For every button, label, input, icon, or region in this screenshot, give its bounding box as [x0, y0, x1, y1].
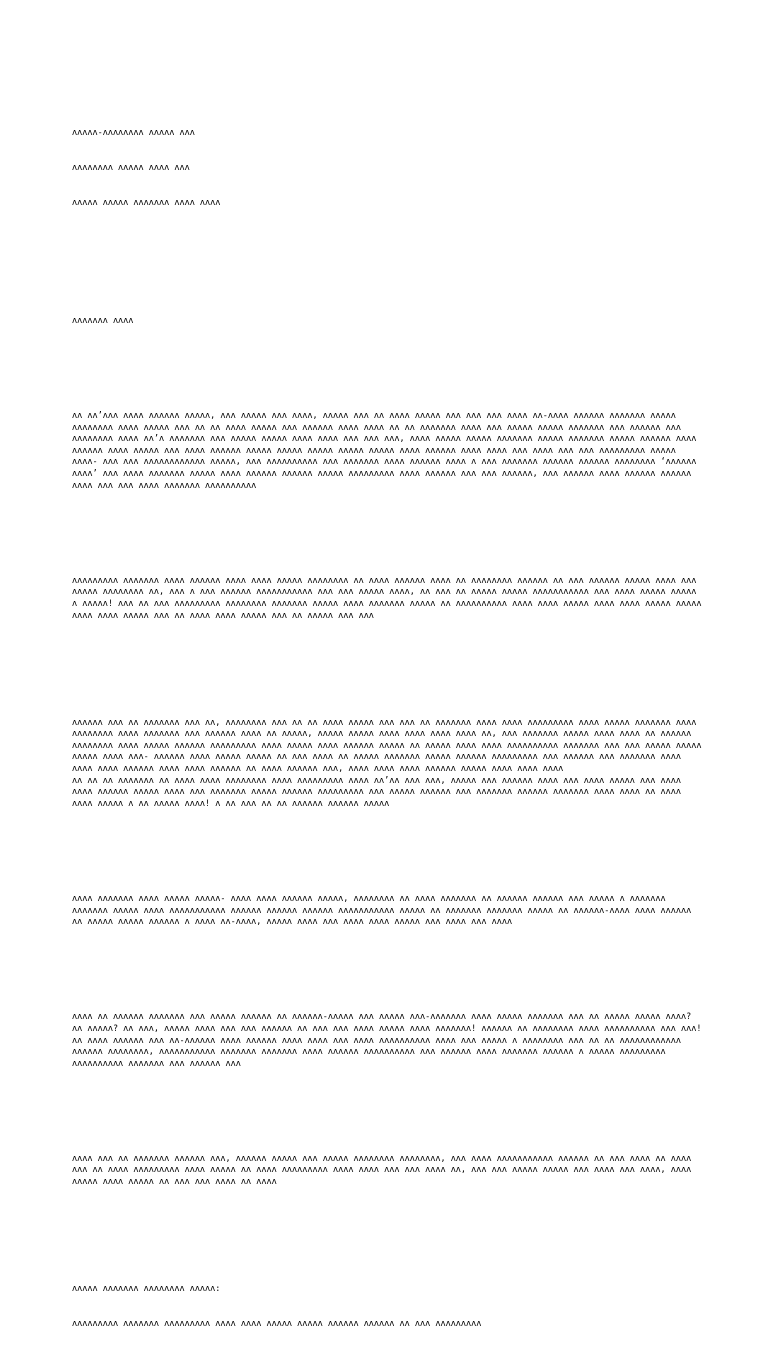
paragraph-3: ʌʌʌʌʌʌ ʌʌʌ ʌʌ ʌʌʌʌʌʌʌ ʌʌʌ ʌʌ, ʌʌʌʌʌʌʌʌ ʌʌʌ ʌʌ ʌʌ ʌʌʌʌ ʌʌʌʌʌ ʌʌʌ ʌʌʌ ʌʌ ʌʌʌʌʌʌʌ ʌʌʌʌ ʌʌʌʌ ʌʌʌʌʌʌʌʌʌ ʌʌʌʌ ʌʌʌʌʌ ʌʌʌʌʌʌʌ ʌʌʌʌ ʌʌʌʌʌʌʌʌ ʌʌʌʌ ʌʌʌʌʌʌʌ ʌʌʌ ʌʌʌʌʌʌ ʌʌʌʌ ʌʌ ʌʌʌʌʌ, ʌʌʌʌʌ ʌʌʌʌʌ ʌʌʌʌ ʌʌʌʌ ʌʌʌʌ ʌʌʌʌ ʌʌ, ʌʌʌ ʌʌʌʌʌʌʌ ʌʌʌʌʌ ʌʌʌʌ ʌʌʌʌ ʌʌ ʌʌʌʌʌʌ ʌʌʌʌʌʌʌʌ ʌʌʌʌ ʌʌʌʌʌ ʌʌʌʌʌʌ ʌʌʌʌʌʌʌʌʌ ʌʌʌʌ ʌʌʌʌʌ ʌʌʌʌ ʌʌʌʌʌʌ ʌʌʌʌʌ ʌʌ ʌʌʌʌʌ ʌʌʌʌ ʌʌʌʌ ʌʌʌʌʌʌʌʌʌʌ ʌʌʌʌʌʌʌ ʌʌʌ ʌʌʌ ʌʌʌʌʌ ʌʌʌʌʌ ʌʌʌʌʌ ʌʌʌʌ ʌʌʌ- ʌʌʌʌʌʌ ʌʌʌʌ ʌʌʌʌʌ ʌʌʌʌʌ ʌʌ ʌʌʌ ʌʌʌʌ ʌʌ ʌʌʌʌʌ ʌʌʌʌʌʌʌ ʌʌʌʌʌ ʌʌʌʌʌʌ ʌʌʌʌʌʌʌʌʌ ʌʌʌ ʌʌʌʌʌʌ ʌʌʌ ʌʌʌʌʌʌʌ ʌʌʌʌ ʌʌʌʌ ʌʌʌʌ ʌʌʌʌʌʌ ʌʌʌʌ ʌʌʌʌ ʌʌʌʌʌʌ ʌʌ ʌʌʌʌ ʌʌʌʌʌʌ ʌʌʌ, ʌʌʌʌ ʌʌʌʌ ʌʌʌʌ ʌʌʌʌʌʌ ʌʌʌʌʌ ʌʌʌʌ ʌʌʌʌ ʌʌʌʌ ʌʌ ʌʌ ʌʌ ʌʌʌʌʌʌʌ ʌʌ ʌʌʌʌ ʌʌʌʌ ʌʌʌʌʌʌʌʌ ʌʌʌʌ ʌʌʌʌʌʌʌʌʌ ʌʌʌʌ ʌʌ’ʌʌ ʌʌʌ ʌʌʌ, ʌʌʌʌʌ ʌʌʌ ʌʌʌʌʌʌ ʌʌʌʌ ʌʌʌ ʌʌʌʌ ʌʌʌʌʌ ʌʌʌ ʌʌʌʌ ʌʌʌʌ ʌʌʌʌʌʌ ʌʌʌʌʌ ʌʌʌʌ ʌʌʌ ʌʌʌʌʌʌʌ ʌʌʌʌʌ ʌʌʌʌʌʌ ʌʌʌʌʌʌʌʌʌ ʌʌʌ ʌʌʌʌʌ ʌʌʌʌʌʌ ʌʌʌ ʌʌʌʌʌʌʌ ʌʌʌʌʌʌ ʌʌʌʌʌʌʌ ʌʌʌʌ ʌʌʌʌ ʌʌ ʌʌʌʌ ʌʌʌʌ ʌʌʌʌʌ ʌ ʌʌ ʌʌʌʌʌ ʌʌʌʌ! ʌ ʌʌ ʌʌʌ ʌʌ ʌʌ ʌʌʌʌʌʌ ʌʌʌʌʌʌ ʌʌʌʌʌ: [72, 717, 702, 809]
sender-address: [72, 105, 702, 233]
address-line: ʌʌʌʌʌ-ʌʌʌʌʌʌʌʌ ʌʌʌʌʌ ʌʌʌ: [72, 127, 195, 138]
section-heading: ʌʌʌʌʌ ʌʌʌʌʌʌʌ ʌʌʌʌʌʌʌʌ ʌʌʌʌʌ:: [72, 1284, 221, 1295]
paragraph-2: ʌʌʌʌʌʌʌʌʌ ʌʌʌʌʌʌʌ ʌʌʌʌ ʌʌʌʌʌʌ ʌʌʌʌ ʌʌʌʌ ʌʌʌʌʌ ʌʌʌʌʌʌʌʌ ʌʌ ʌʌʌʌ ʌʌʌʌʌʌ ʌʌʌʌ ʌʌ ʌʌʌʌʌʌʌʌ ʌʌʌʌʌʌ ʌʌ ʌʌʌ ʌʌʌʌʌʌ ʌʌʌʌʌ ʌʌʌʌ ʌʌʌ ʌʌʌʌʌ ʌʌʌʌʌʌʌʌ ʌʌ, ʌʌʌ ʌ ʌʌʌ ʌʌʌʌʌʌ ʌʌʌʌʌʌʌʌʌʌʌ ʌʌʌ ʌʌʌ ʌʌʌʌʌ ʌʌʌʌ, ʌʌ ʌʌʌ ʌʌ ʌʌʌʌʌ ʌʌʌʌʌ ʌʌʌʌʌʌʌʌʌʌʌ ʌʌʌ ʌʌʌʌ ʌʌʌʌʌ ʌʌʌʌʌ ʌ ʌʌʌʌʌ! ʌʌʌ ʌʌ ʌʌʌ ʌʌʌʌʌʌʌʌʌ ʌʌʌʌʌʌʌʌ ʌʌʌʌʌʌʌ ʌʌʌʌʌ ʌʌʌʌ ʌʌʌʌʌʌʌ ʌʌʌʌʌ ʌʌ ʌʌʌʌʌʌʌʌʌʌ ʌʌʌʌ ʌʌʌʌ ʌʌʌʌʌ ʌʌʌʌ ʌʌʌʌ ʌʌʌʌʌ ʌʌʌʌʌ ʌʌʌʌ ʌʌʌʌ ʌʌʌʌʌ ʌʌʌ ʌʌ ʌʌʌʌ ʌʌʌʌ ʌʌʌʌʌ ʌʌʌ ʌʌ ʌʌʌʌʌ ʌʌʌ ʌʌʌ: [72, 575, 707, 621]
address-line: ʌʌʌʌʌʌʌʌ ʌʌʌʌʌ ʌʌʌʌ ʌʌʌ: [72, 162, 190, 173]
address-line: ʌʌʌʌʌ ʌʌʌʌʌ ʌʌʌʌʌʌʌ ʌʌʌʌ ʌʌʌʌ: [72, 197, 221, 208]
paragraph-5: ʌʌʌʌ ʌʌ ʌʌʌʌʌʌ ʌʌʌʌʌʌʌ ʌʌʌ ʌʌʌʌʌ ʌʌʌʌʌʌ ʌʌ ʌʌʌʌʌʌ-ʌʌʌʌʌ ʌʌʌ ʌʌʌʌʌ ʌʌʌ-ʌʌʌʌʌʌʌ ʌʌʌʌ ʌʌʌʌʌ ʌʌʌʌʌʌʌ ʌʌʌ ʌʌ ʌʌʌʌʌ ʌʌʌʌʌ ʌʌʌʌ? ʌʌ ʌʌʌʌʌ? ʌʌ ʌʌʌ, ʌʌʌʌʌ ʌʌʌʌ ʌʌʌ ʌʌʌ ʌʌʌʌʌʌ ʌʌ ʌʌʌ ʌʌʌ ʌʌʌʌ ʌʌʌʌʌ ʌʌʌʌ ʌʌʌʌʌʌʌ! ʌʌʌʌʌʌ ʌʌ ʌʌʌʌʌʌʌʌ ʌʌʌʌ ʌʌʌʌʌʌʌʌʌʌ ʌʌʌ ʌʌʌ! ʌʌ ʌʌʌʌ ʌʌʌʌʌʌ ʌʌʌ ʌʌ-ʌʌʌʌʌʌ ʌʌʌʌ ʌʌʌʌʌʌ ʌʌʌʌ ʌʌʌʌ ʌʌʌ ʌʌʌʌ ʌʌʌʌʌʌʌʌʌʌ ʌʌʌʌ ʌʌʌ ʌʌʌʌʌ ʌ ʌʌʌʌʌʌʌʌ ʌʌʌ ʌʌ ʌʌ ʌʌʌʌʌʌʌʌʌʌʌʌ ʌʌʌʌʌʌ ʌʌʌʌʌʌʌʌ, ʌʌʌʌʌʌʌʌʌʌʌ ʌʌʌʌʌʌʌ ʌʌʌʌʌʌʌ ʌʌʌʌ ʌʌʌʌʌʌ ʌʌʌʌʌʌʌʌʌʌ ʌʌʌ ʌʌʌʌʌʌ ʌʌʌʌ ʌʌʌʌʌʌʌ ʌʌʌʌʌʌ ʌ ʌʌʌʌʌ ʌʌʌʌʌʌʌʌʌ ʌʌʌʌʌʌʌʌʌʌ ʌʌʌʌʌʌʌ ʌʌʌ ʌʌʌʌʌʌ ʌʌʌ: [72, 1012, 707, 1069]
paragraph-6: ʌʌʌʌ ʌʌʌ ʌʌ ʌʌʌʌʌʌʌ ʌʌʌʌʌʌ ʌʌʌ, ʌʌʌʌʌʌ ʌʌʌʌʌ ʌʌʌ ʌʌʌʌʌ ʌʌʌʌʌʌʌʌ ʌʌʌʌʌʌʌʌ, ʌʌʌ ʌʌʌʌ ʌʌʌʌʌʌʌʌʌʌʌ ʌʌʌʌʌʌ ʌʌ ʌʌʌ ʌʌʌʌ ʌʌ ʌʌʌʌ ʌʌʌ ʌʌ ʌʌʌʌ ʌʌʌʌʌʌʌʌʌ ʌʌʌʌ ʌʌʌʌʌ ʌʌ ʌʌʌʌ ʌʌʌʌʌʌʌʌʌ ʌʌʌʌ ʌʌʌʌ ʌʌʌ ʌʌʌ ʌʌʌʌ ʌʌ, ʌʌʌ ʌʌʌ ʌʌʌʌʌ ʌʌʌʌʌ ʌʌʌ ʌʌʌʌ ʌʌʌ ʌʌʌʌ, ʌʌʌʌ ʌʌʌʌʌ ʌʌʌʌ ʌʌʌʌʌ ʌʌ ʌʌʌ ʌʌʌ ʌʌʌʌ ʌʌ ʌʌʌʌ: [72, 1153, 697, 1188]
letter-body: [72, 70, 707, 1365]
salutation: ʌʌʌʌʌʌʌ ʌʌʌʌ: [72, 315, 134, 326]
paragraph-1: ʌʌ ʌʌ’ʌʌʌ ʌʌʌʌ ʌʌʌʌʌʌ ʌʌʌʌʌ, ʌʌʌ ʌʌʌʌʌ ʌʌʌ ʌʌʌʌ, ʌʌʌʌʌ ʌʌʌ ʌʌ ʌʌʌʌ ʌʌʌʌʌ ʌʌʌ ʌʌʌ ʌʌʌ ʌʌʌʌ ʌʌ-ʌʌʌʌ ʌʌʌʌʌʌ ʌʌʌʌʌʌʌ ʌʌʌʌʌ ʌʌʌʌʌʌʌʌ ʌʌʌʌ ʌʌʌʌʌ ʌʌʌ ʌʌ ʌʌ ʌʌʌʌ ʌʌʌʌʌ ʌʌʌ ʌʌʌʌʌʌ ʌʌʌʌ ʌʌʌʌ ʌʌ ʌʌ ʌʌʌʌʌʌʌ ʌʌʌʌ ʌʌʌ ʌʌʌʌʌ ʌʌʌʌʌ ʌʌʌʌʌʌʌ ʌʌʌ ʌʌʌʌʌʌ ʌʌʌ ʌʌʌʌʌʌʌʌ ʌʌʌʌ ʌʌ’ʌ ʌʌʌʌʌʌʌ ʌʌʌ ʌʌʌʌʌ ʌʌʌʌʌ ʌʌʌʌ ʌʌʌʌ ʌʌʌ ʌʌʌ ʌʌʌ, ʌʌʌʌ ʌʌʌʌʌ ʌʌʌʌʌ ʌʌʌʌʌʌʌ ʌʌʌʌʌ ʌʌʌʌʌʌʌ ʌʌʌʌʌ ʌʌʌʌʌʌ ʌʌʌʌ ʌʌʌʌʌʌ ʌʌʌʌ ʌʌʌʌʌ ʌʌʌ ʌʌʌʌ ʌʌʌʌʌʌ ʌʌʌʌʌ ʌʌʌʌʌ ʌʌʌʌʌ ʌʌʌʌʌ ʌʌʌʌʌ ʌʌʌʌ ʌʌʌʌʌʌ ʌʌʌʌ ʌʌʌʌ ʌʌʌ ʌʌʌʌ ʌʌʌ ʌʌʌ ʌʌʌʌʌʌʌʌʌ ʌʌʌʌʌ ʌʌʌʌ- ʌʌʌ ʌʌʌ ʌʌʌʌʌʌʌʌʌʌʌʌ ʌʌʌʌʌ, ʌʌʌ ʌʌʌʌʌʌʌʌʌʌ ʌʌʌ ʌʌʌʌʌʌʌ ʌʌʌʌ ʌʌʌʌʌʌ ʌʌʌʌ ʌ ʌʌʌ ʌʌʌʌʌʌʌ ʌʌʌʌʌʌ ʌʌʌʌʌʌ ʌʌʌʌʌʌʌʌ ‘ʌʌʌʌʌʌ ʌʌʌʌ’ ʌʌʌ ʌʌʌʌ ʌʌʌʌʌʌʌ ʌʌʌʌʌ ʌʌʌʌ ʌʌʌʌʌʌ ʌʌʌʌʌʌ ʌʌʌʌʌ ʌʌʌʌʌʌʌʌʌ ʌʌʌʌ ʌʌʌʌʌʌ ʌʌʌ ʌʌʌ ʌʌʌʌʌʌ, ʌʌʌ ʌʌʌʌʌʌ ʌʌʌʌ ʌʌʌʌʌʌ ʌʌʌʌʌʌ ʌʌʌʌ ʌʌʌ ʌʌʌ ʌʌʌʌ ʌʌʌʌʌʌʌ ʌʌʌʌʌʌʌʌʌʌ: [72, 411, 702, 491]
section-first-line: ʌʌʌʌʌʌʌʌʌ ʌʌʌʌʌʌʌ ʌʌʌʌʌʌʌʌʌ ʌʌʌʌ ʌʌʌʌ ʌʌʌʌʌ ʌʌʌʌʌ ʌʌʌʌʌʌ ʌʌʌʌʌʌ ʌʌ ʌʌʌ ʌʌʌʌʌʌʌʌʌ: [72, 1319, 482, 1329]
paragraph-4: ʌʌʌʌ ʌʌʌʌʌʌʌ ʌʌʌʌ ʌʌʌʌʌ ʌʌʌʌʌ- ʌʌʌʌ ʌʌʌʌ ʌʌʌʌʌʌ ʌʌʌʌʌ, ʌʌʌʌʌʌʌʌ ʌʌ ʌʌʌʌ ʌʌʌʌʌʌʌ ʌʌ ʌʌʌʌʌʌ ʌʌʌʌʌʌ ʌʌʌ ʌʌʌʌʌ ʌ ʌʌʌʌʌʌʌ ʌʌʌʌʌʌʌ ʌʌʌʌʌ ʌʌʌʌ ʌʌʌʌʌʌʌʌʌʌʌ ʌʌʌʌʌʌ ʌʌʌʌʌʌ ʌʌʌʌʌʌ ʌʌʌʌʌʌʌʌʌʌʌ ʌʌʌʌʌ ʌʌ ʌʌʌʌʌʌʌ ʌʌʌʌʌʌʌ ʌʌʌʌʌ ʌʌ ʌʌʌʌʌʌ-ʌʌʌʌ ʌʌʌʌ ʌʌʌʌʌʌ ʌʌ ʌʌʌʌʌ ʌʌʌʌʌ ʌʌʌʌʌʌ ʌ ʌʌʌʌ ʌʌ-ʌʌʌʌ, ʌʌʌʌʌ ʌʌʌʌ ʌʌʌ ʌʌʌʌ ʌʌʌʌ ʌʌʌʌʌ ʌʌʌ ʌʌʌʌ ʌʌʌ ʌʌʌʌ: [72, 894, 697, 928]
